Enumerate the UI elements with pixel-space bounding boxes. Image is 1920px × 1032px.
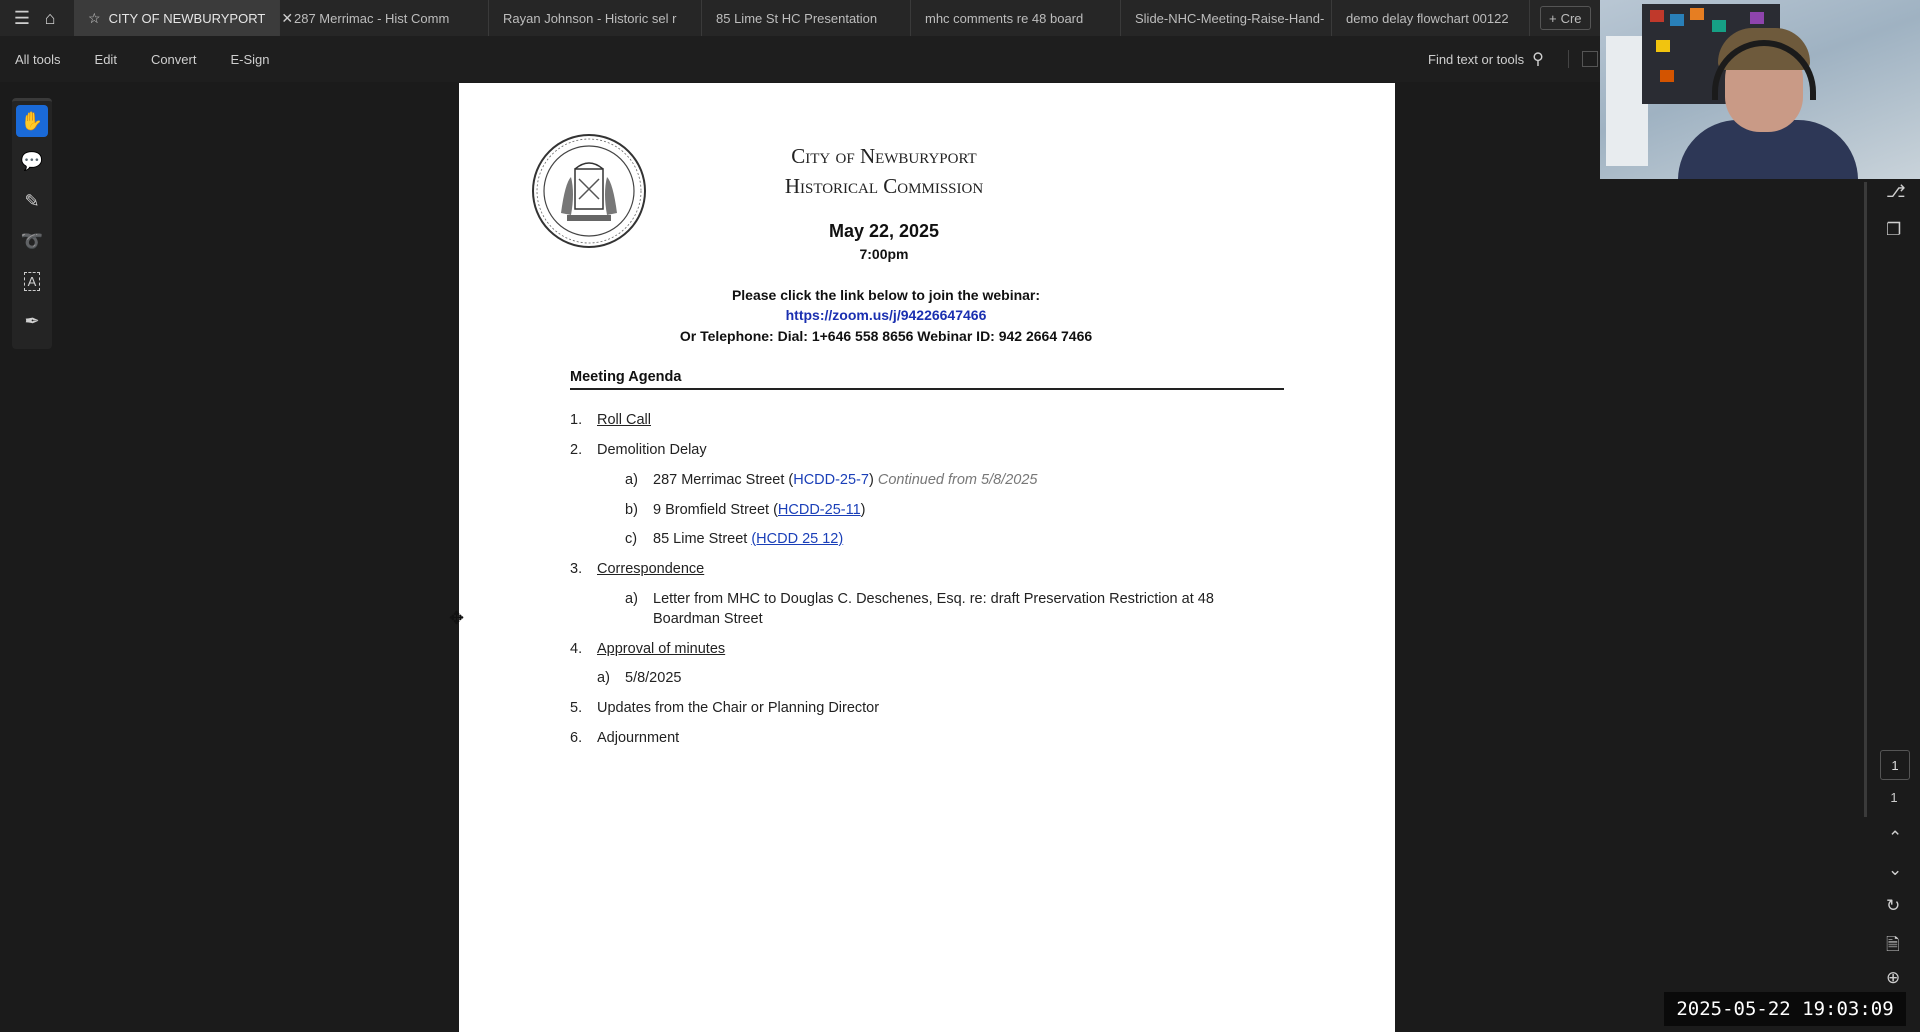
tab-slide-nhc[interactable] xyxy=(1121,0,1332,36)
current-page-box[interactable]: 1 xyxy=(1880,750,1910,780)
wall-art xyxy=(1660,70,1674,82)
join-instructions: Please click the link below to join the webinar: xyxy=(731,287,1041,303)
tab-label: 85 Lime St HC Presentation xyxy=(716,10,878,26)
close-icon[interactable]: ✕ xyxy=(281,9,294,26)
star-icon[interactable]: ☆ xyxy=(88,9,101,26)
search-icon: ⚲ xyxy=(1532,51,1544,68)
webcam-video xyxy=(1600,0,1920,179)
pages-icon[interactable]: ❐ xyxy=(1886,220,1902,239)
agenda-subitem-9-bromfield xyxy=(625,502,866,518)
hand-tool-button[interactable] xyxy=(12,101,52,141)
document-page xyxy=(459,83,1395,1032)
agenda-item-roll-call xyxy=(570,412,651,428)
resize-cursor-icon: ✥ xyxy=(449,608,465,628)
item-label: Approval of minutes xyxy=(597,641,726,657)
agenda-item-correspondence xyxy=(570,561,704,577)
agenda-subitem-minutes-date xyxy=(597,670,681,686)
wall-art xyxy=(1656,40,1670,52)
continued-note: Continued from 5/8/2025 xyxy=(877,472,1038,488)
chevron-down-icon[interactable]: ⌄ xyxy=(1888,860,1903,879)
signature-icon: ✒ xyxy=(24,310,40,331)
agenda-item-approval-of-minutes xyxy=(570,641,725,657)
org-line-1: City of Newburyport xyxy=(791,144,977,168)
text-select-tool-button[interactable] xyxy=(12,261,52,301)
subitem-letter: a) xyxy=(597,670,610,686)
meeting-date: May 22, 2025 xyxy=(828,221,940,241)
tab-label: Slide-NHC-Meeting-Raise-Hand- xyxy=(1135,10,1325,26)
agenda-title: Meeting Agenda xyxy=(570,369,1284,390)
item-label: Updates from the Chair or Planning Director xyxy=(597,700,880,716)
menu-bar xyxy=(0,36,1600,82)
page-title xyxy=(689,141,1079,201)
subitem-text: 287 Merrimac Street ( xyxy=(653,472,794,488)
wall-art xyxy=(1650,10,1664,22)
menu-convert[interactable]: Convert xyxy=(150,51,197,67)
tab-85-lime-st[interactable] xyxy=(702,0,911,36)
hand-icon: ✋ xyxy=(16,105,48,137)
zoom-link[interactable]: https://zoom.us/j/94226647466 xyxy=(785,307,987,323)
create-tab-button[interactable] xyxy=(1540,6,1591,30)
chevron-up-icon[interactable]: ⌃ xyxy=(1888,828,1903,847)
zoom-in-icon[interactable]: ⊕ xyxy=(1886,968,1901,987)
refresh-icon[interactable]: ↻ xyxy=(1886,896,1901,915)
subitem-text: Letter from MHC to Douglas C. Deschenes, Esq. re: draft Preservation Restriction at 48 xyxy=(653,591,1214,607)
agenda-item-demolition-delay xyxy=(570,442,707,458)
subitem-text: ) xyxy=(860,502,866,518)
home-icon[interactable]: ⌂ xyxy=(44,7,56,28)
case-code-link[interactable]: HCDD-25-7 xyxy=(793,472,869,488)
item-number: 4. xyxy=(570,641,583,657)
comment-icon: 💬 xyxy=(20,150,44,171)
plus-icon: + xyxy=(1549,10,1557,26)
tools-panel xyxy=(12,98,52,349)
org-line-2: Historical Commission xyxy=(784,174,984,198)
item-number: 3. xyxy=(570,561,583,577)
document-icon[interactable]: 🗎 xyxy=(1886,935,1900,954)
city-seal-icon xyxy=(531,133,647,249)
subitem-letter: a) xyxy=(625,591,638,607)
agenda-subitem-mhc-letter-line2 xyxy=(653,611,763,627)
find-label: Find text or tools xyxy=(1428,51,1525,67)
tab-label: Rayan Johnson - Historic sel r xyxy=(503,10,677,26)
item-label: Adjournment xyxy=(597,730,680,746)
subitem-text: ) xyxy=(868,472,874,488)
item-label: Roll Call xyxy=(597,412,651,428)
tab-demo-delay-flowchart[interactable] xyxy=(1332,0,1530,36)
case-code-link[interactable]: (HCDD 25 12) xyxy=(751,531,844,547)
item-number: 2. xyxy=(570,442,583,458)
lasso-icon: ➰ xyxy=(20,230,44,251)
create-tab-label: Cre xyxy=(1560,10,1582,26)
phone-info: Or Telephone: Dial: 1+646 558 8656 Webinar ID: 942 2664 7466 xyxy=(679,328,1093,344)
video-timestamp: 2025-05-22 19:03:09 xyxy=(1664,992,1906,1026)
agenda-item-updates xyxy=(570,700,879,716)
subitem-letter: a) xyxy=(625,472,638,488)
tab-label: CITY OF NEWBURYPORT xyxy=(108,10,266,26)
comment-tool-button[interactable] xyxy=(12,141,52,181)
case-code-link[interactable]: HCDD-25-11 xyxy=(777,502,861,518)
tab-287-merrimac[interactable] xyxy=(280,0,489,36)
agenda-subitem-85-lime xyxy=(625,531,843,547)
tab-city-of-newburyport[interactable] xyxy=(74,0,294,36)
tab-label: demo delay flowchart 00122 xyxy=(1346,10,1509,26)
divider xyxy=(1568,50,1569,68)
wall-art xyxy=(1670,14,1684,26)
wall-art xyxy=(1690,8,1704,20)
subitem-letter: c) xyxy=(625,531,638,547)
subitem-text: 5/8/2025 xyxy=(625,670,682,686)
agenda-subitem-mhc-letter xyxy=(625,591,1214,607)
lasso-tool-button[interactable] xyxy=(12,221,52,261)
item-number: 1. xyxy=(570,412,583,428)
meeting-time: 7:00pm xyxy=(859,246,909,262)
find-text-or-tools[interactable] xyxy=(1428,36,1544,82)
tab-rayan-johnson[interactable] xyxy=(489,0,702,36)
tab-mhc-comments[interactable] xyxy=(911,0,1121,36)
menu-edit[interactable]: Edit xyxy=(94,51,117,67)
menu-e-sign[interactable]: E-Sign xyxy=(230,51,270,67)
menu-all-tools[interactable]: All tools xyxy=(15,51,61,67)
pen-icon: ✎ xyxy=(24,190,40,211)
bookmark-icon[interactable]: ⎇ xyxy=(1886,182,1906,201)
text-select-icon: A xyxy=(24,272,41,291)
tab-label: 287 Merrimac - Hist Comm xyxy=(294,10,450,26)
tab-label: mhc comments re 48 board xyxy=(925,10,1084,26)
tab-bar xyxy=(0,0,1600,36)
agenda-subitem-287-merrimac xyxy=(625,472,1037,488)
sign-tool-button[interactable] xyxy=(12,301,52,341)
item-number: 5. xyxy=(570,700,583,716)
item-number: 6. xyxy=(570,730,583,746)
item-label: Demolition Delay xyxy=(597,442,707,458)
save-icon[interactable] xyxy=(1582,51,1598,67)
wall-art xyxy=(1712,20,1726,32)
subitem-letter: b) xyxy=(625,502,638,518)
total-pages: 1 xyxy=(1890,790,1898,805)
hamburger-menu-icon[interactable]: ☰ xyxy=(13,7,31,28)
subitem-text: Boardman Street xyxy=(653,611,763,627)
agenda-item-adjournment xyxy=(570,730,679,746)
pen-tool-button[interactable] xyxy=(12,181,52,221)
wall-art xyxy=(1750,12,1764,24)
subitem-text: 85 Lime Street xyxy=(653,531,752,547)
subitem-text: 9 Bromfield Street ( xyxy=(653,502,778,518)
item-label: Correspondence xyxy=(597,561,705,577)
vertical-scrollbar[interactable] xyxy=(1864,182,1867,817)
